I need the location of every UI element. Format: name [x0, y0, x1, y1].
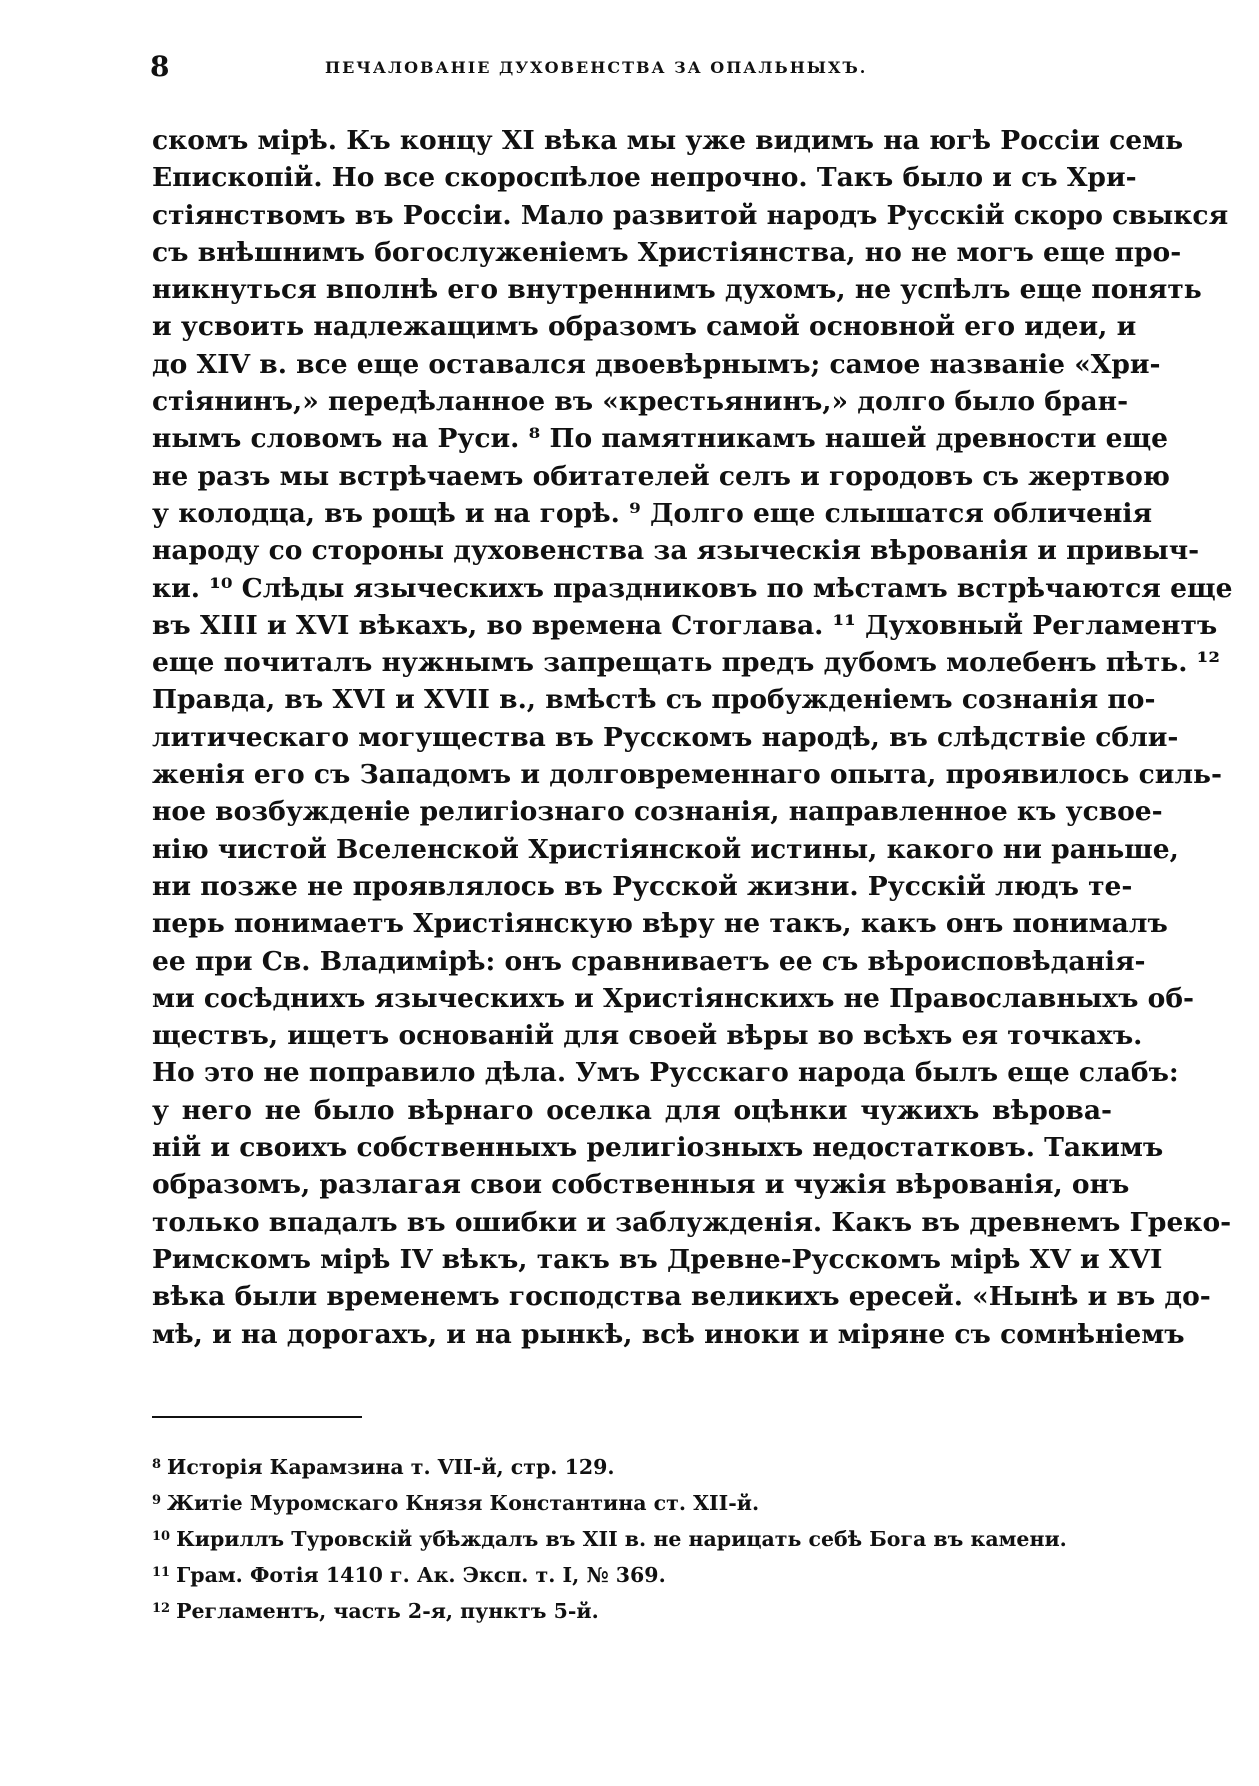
footnote-divider — [152, 1416, 362, 1418]
text-line: и усвоить надлежащимъ образомъ самой основной его идеи, и — [152, 311, 1137, 343]
text-line: женія его съ Западомъ и долговременнаго опыта, проявилось силь- — [152, 759, 1223, 791]
footnote-text: Житіе Муромскаго Князя Константина ст. XII-й. — [167, 1491, 760, 1515]
text-line: ми сосѣднихъ языческихъ и Христіянскихъ не Православныхъ об- — [152, 982, 1195, 1014]
footnote — [152, 1591, 1112, 1627]
text-line: Епископій. Но все скороспѣлое непрочно. Такъ было и съ Хри- — [152, 162, 1137, 194]
text-line: мѣ, и на дорогахъ, и на рынкѣ, всѣ иноки и міряне съ сомнѣніемъ — [152, 1318, 1185, 1350]
footnote — [152, 1483, 1112, 1519]
footnote-number: 10 — [152, 1529, 171, 1544]
footnotes — [152, 1447, 1112, 1627]
text-line: литическаго могущества въ Русскомъ народѣ, въ слѣдствіе сбли- — [152, 721, 1179, 753]
page-number: 8 — [150, 50, 170, 83]
text-line: стіянинъ,» передѣланное въ «крестьянинъ,» долго было бран- — [152, 386, 1129, 418]
text-line: у него не было вѣрнаго оселка для оцѣнки чужихъ вѣрова- — [152, 1094, 1112, 1126]
text-line: Правда, въ XVI и XVII в., вмѣстѣ съ пробужденіемъ сознанія по- — [152, 684, 1156, 716]
footnote-text: Кириллъ Туровскій убѣждалъ въ XII в. не нарицать себѣ Бога въ камени. — [176, 1527, 1067, 1551]
text-line: только впадалъ въ ошибки и заблужденія. Какъ въ древнемъ Греко- — [152, 1206, 1232, 1238]
text-line: ки. ¹⁰ Слѣды языческихъ праздниковъ по мѣстамъ встрѣчаются еще — [152, 572, 1233, 604]
text-line: скомъ мірѣ. Къ концу XI вѣка мы уже видимъ на югѣ Россіи семь — [152, 125, 1184, 156]
text-line: у колодца, въ рощѣ и на горѣ. ⁹ Долго еще слышатся обличенія — [152, 497, 1153, 529]
text-line: нымъ словомъ на Руси. ⁸ По памятникамъ нашей древности еще — [152, 423, 1169, 455]
text-line: вѣка были временемъ господства великихъ ересей. «Нынѣ и въ до- — [152, 1281, 1211, 1313]
text-line: въ XIII и XVI вѣкахъ, во времена Стоглава. ¹¹ Духовный Регламентъ — [152, 609, 1218, 641]
text-line: нію чистой Вселенской Христіянской истины, какого ни раньше, — [152, 833, 1179, 865]
text-line: стіянствомъ въ Россіи. Мало развитой народъ Русскій скоро свыкся — [152, 199, 1229, 231]
footnote-number: 11 — [152, 1565, 171, 1580]
text-line: до XIV в. все еще оставался двоевѣрнымъ; самое названіе «Хри- — [152, 348, 1161, 380]
body-text — [152, 122, 1233, 1353]
text-line: ни позже не проявлялось въ Русской жизни. Русскій людъ те- — [152, 870, 1133, 902]
text-line: образомъ, разлагая свои собственныя и чужія вѣрованія, онъ — [152, 1169, 1130, 1201]
text-line: Римскомъ мірѣ IV вѣкъ, такъ въ Древне-Русскомъ мірѣ XV и XVI — [152, 1243, 1163, 1275]
text-line: ній и своихъ собственныхъ религіозныхъ недостатковъ. Такимъ — [152, 1132, 1164, 1164]
footnote — [152, 1447, 1112, 1483]
footnote-text: Грам. Фотія 1410 г. Ак. Эксп. т. I, № 369. — [176, 1563, 666, 1587]
text-line: не разъ мы встрѣчаемъ обитателей селъ и городовъ съ жертвою — [152, 460, 1170, 492]
text-line: Но это не поправило дѣла. Умъ Русскаго народа былъ еще слабъ: — [152, 1057, 1179, 1089]
text-line: ное возбужденіе религіознаго сознанія, направленное къ усвое- — [152, 796, 1163, 828]
footnote-text: Исторія Карамзина т. VII-й, стр. 129. — [167, 1455, 615, 1479]
footnote-number: 9 — [152, 1493, 162, 1508]
text-line: ее при Св. Владимірѣ: онъ сравниваетъ ее съ вѣроисповѣданія- — [152, 945, 1146, 977]
text-line: перь понимаетъ Христіянскую вѣру не такъ, какъ онъ понималъ — [152, 908, 1168, 940]
footnote-text: Регламентъ, часть 2-я, пунктъ 5-й. — [176, 1599, 599, 1623]
footnote-number: 12 — [152, 1601, 171, 1616]
page-header — [150, 50, 1110, 90]
running-title: ПЕЧАЛОВАНІЕ ДУХОВЕНСТВА ЗА ОПАЛЬНЫХЪ. — [325, 58, 868, 77]
footnote — [152, 1555, 1112, 1591]
text-line: народу со стороны духовенства за языческія вѣрованія и привыч- — [152, 535, 1200, 567]
footnote — [152, 1519, 1112, 1555]
text-line: еще почиталъ нужнымъ запрещать предъ дубомъ молебенъ пѣть. ¹² — [152, 647, 1220, 679]
text-line: ществъ, ищетъ основаній для своей вѣры во всѣхъ ея точкахъ. — [152, 1020, 1143, 1052]
text-line: съ внѣшнимъ богослуженіемъ Христіянства, но не могъ еще про- — [152, 236, 1182, 268]
text-line: никнуться вполнѣ его внутреннимъ духомъ, не успѣлъ еще понять — [152, 274, 1202, 306]
footnote-number: 8 — [152, 1457, 162, 1472]
